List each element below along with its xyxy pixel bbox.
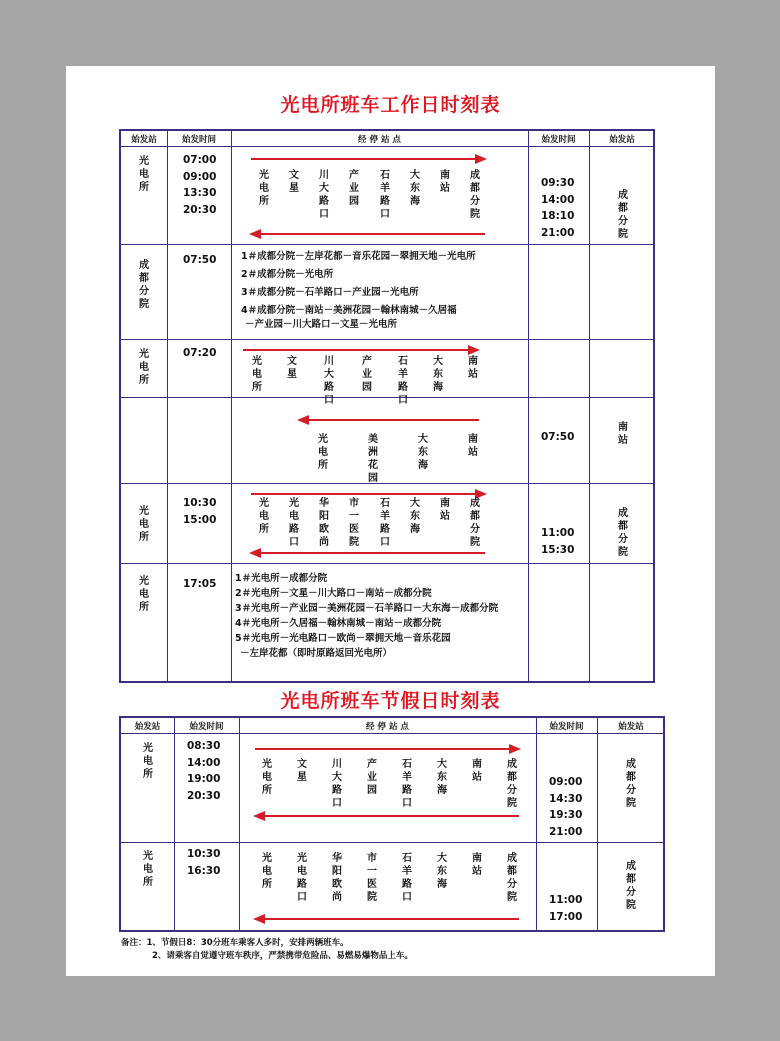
route: －左岸花都（即时原路返回光电所） [240, 648, 393, 659]
stop: 产业园 [362, 356, 372, 393]
arrow-left [255, 815, 519, 817]
route: 2＃成都分院－光电所 [241, 269, 334, 280]
header-origin-2: 始发站 [609, 135, 635, 145]
stop: 南站 [440, 170, 450, 194]
stop: 南站 [440, 498, 450, 522]
row5-return-origin: 成都分院 [618, 508, 628, 558]
stop: 大东海 [437, 853, 447, 890]
stop: 川大路口 [324, 356, 334, 406]
stop: 成都分院 [470, 498, 480, 548]
route: 3＃光电所－产业园－美洲花园－石羊路口－大东海－成都分院 [235, 603, 499, 614]
row6-times: 17:05 [183, 578, 217, 590]
route: 2＃光电所－文星－川大路口－南站－成都分院 [235, 588, 432, 599]
row2-origin: 成都分院 [139, 260, 149, 310]
workday-title: 光电所班车工作日时刻表 [280, 94, 501, 116]
route: 3＃成都分院－石羊路口－产业园－光电所 [241, 287, 419, 298]
header-origin-2: 始发站 [618, 722, 644, 732]
stop: 产业园 [349, 170, 359, 207]
note-2: 2、请乘客自觉遵守班车秩序，严禁携带危险品、易燃易爆物品上车。 [152, 951, 413, 961]
row6-origin: 光电所 [139, 576, 149, 613]
h-row2-return-times: 11:00 17:00 [549, 894, 583, 923]
arrow-left [251, 552, 485, 554]
stop: 光电所 [259, 498, 269, 535]
stop: 石羊路口 [402, 759, 412, 809]
stop: 华阳欧尚 [332, 853, 342, 903]
row1-return-origin: 成都分院 [618, 190, 628, 240]
h-row2-origin: 光电所 [143, 851, 153, 888]
stop: 文星 [289, 170, 299, 194]
header-via-stops: 经 停 站 点 [366, 722, 409, 732]
arrow-right [255, 748, 519, 750]
stop: 南站 [468, 434, 478, 458]
stop: 成都分院 [507, 759, 517, 809]
h-row1-return-origin: 成都分院 [626, 759, 636, 809]
stop: 光电路口 [297, 853, 307, 903]
stop: 川大路口 [319, 170, 329, 220]
stop: 石羊路口 [398, 356, 408, 406]
h-row1-times: 08:30 14:00 19:00 20:30 [187, 740, 221, 802]
header-depart-time-2: 始发时间 [549, 722, 584, 732]
stop: 川大路口 [332, 759, 342, 809]
stop: 大东海 [437, 759, 447, 796]
row4-return-origin: 南站 [618, 422, 628, 446]
stop: 光电所 [318, 434, 328, 471]
stop: 大东海 [418, 434, 428, 471]
arrow-right [243, 349, 478, 351]
stop: 产业园 [367, 759, 377, 796]
row3-times: 07:20 [183, 347, 217, 359]
note-1: 备注：1、节假日8：30分班车乘客人多时，安排两辆班车。 [121, 938, 349, 948]
route: 1＃光电所－成都分院 [235, 573, 328, 584]
row1-return-times: 09:30 14:00 18:10 21:00 [541, 177, 575, 239]
arrow-right [251, 493, 485, 495]
stop: 文星 [297, 759, 307, 783]
stop: 市一医院 [367, 853, 377, 903]
route: 1＃成都分院－左岸花都－音乐花园－翠拥天地－光电所 [241, 251, 476, 262]
stop: 光电路口 [289, 498, 299, 548]
stop: 美洲花园 [368, 434, 378, 484]
row5-times: 10:30 15:00 [183, 497, 217, 526]
row3-origin: 光电所 [139, 349, 149, 386]
timetable-sheet [66, 66, 715, 976]
stop: 光电所 [262, 759, 272, 796]
workday-table [119, 129, 655, 683]
holiday-table [119, 716, 665, 932]
stop: 文星 [287, 356, 297, 380]
row1-origin: 光电所 [139, 156, 149, 193]
arrow-right [251, 158, 485, 160]
stop: 光电所 [259, 170, 269, 207]
arrow-left [255, 918, 519, 920]
stop: 光电所 [252, 356, 262, 393]
stop: 南站 [472, 853, 482, 877]
h-row2-return-origin: 成都分院 [626, 861, 636, 911]
stop: 大东海 [410, 170, 420, 207]
stop: 华阳欧尚 [319, 498, 329, 548]
arrow-left [251, 233, 485, 235]
stop: 大东海 [410, 498, 420, 535]
header-depart-time: 始发时间 [189, 722, 224, 732]
stop: 光电所 [262, 853, 272, 890]
stop: 成都分院 [507, 853, 517, 903]
h-row1-origin: 光电所 [143, 743, 153, 780]
row1-times: 07:00 09:00 13:30 20:30 [183, 154, 217, 216]
holiday-title: 光电所班车节假日时刻表 [280, 690, 501, 712]
route: 4＃成都分院－南站－美洲花园－翰林南城－久居福 [241, 305, 457, 316]
stop: 石羊路口 [380, 498, 390, 548]
row4-return-times: 07:50 [541, 431, 575, 443]
header-via-stops: 经 停 站 点 [358, 135, 401, 145]
header-depart-time-2: 始发时间 [541, 135, 576, 145]
stop: 南站 [472, 759, 482, 783]
route: 4＃光电所－久居福－翰林南城－南站－成都分院 [235, 618, 442, 629]
stop: 市一医院 [349, 498, 359, 548]
header-origin: 始发站 [131, 135, 157, 145]
stop: 成都分院 [470, 170, 480, 220]
header-depart-time: 始发时间 [181, 135, 216, 145]
stop: 石羊路口 [402, 853, 412, 903]
stop: 大东海 [433, 356, 443, 393]
h-row2-times: 10:30 16:30 [187, 848, 221, 877]
route: 5＃光电所－光电路口－欧尚－翠拥天地－音乐花园 [235, 633, 451, 644]
h-row1-return-times: 09:00 14:30 19:30 21:00 [549, 776, 583, 838]
route: －产业园－川大路口－文星－光电所 [245, 319, 398, 330]
arrow-left [299, 419, 479, 421]
header-origin: 始发站 [134, 722, 161, 732]
row5-origin: 光电所 [139, 506, 149, 543]
stop: 南站 [468, 356, 478, 380]
stop: 石羊路口 [380, 170, 390, 220]
row2-times: 07:50 [183, 254, 217, 266]
row5-return-times: 11:00 15:30 [541, 527, 575, 556]
